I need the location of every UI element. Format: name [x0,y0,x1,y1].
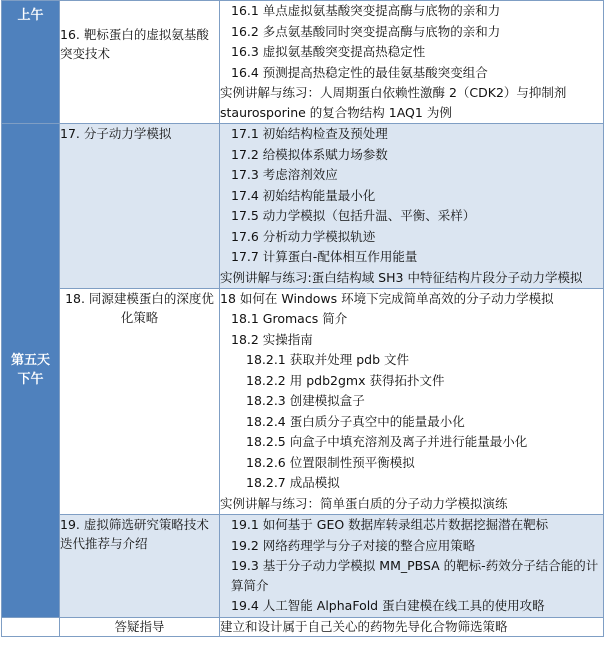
topic-title: 18. 同源建模蛋白的深度优化策略 [65,290,214,325]
list-item: 19.2 网络药理学与分子对接的整合应用策略 [231,537,476,553]
list-item: 17.3 考虑溶剂效应 [231,167,338,182]
items-cell-18 [220,288,604,515]
section-heading: 18 如何在 Windows 环境下完成简单高效的分子动力学模拟 [220,290,554,306]
items-cell-16 [220,1,604,124]
topic-cell-16 [60,1,220,124]
topic-cell-19 [60,515,220,618]
session-row-18 [2,288,604,515]
items-cell-19 [220,515,604,618]
list-item: 16.3 虚拟氨基酸突变提高热稳定性 [231,44,426,59]
list-item: 17.7 计算蛋白-配体相互作用能量 [231,249,418,264]
list-item: 18.2.2 用 pdb2gmx 获得拓扑文件 [246,372,445,388]
list-item: 17.5 动力学模拟（包括升温、平衡、采样） [231,208,476,223]
list-item: 16.1 单点虚拟氨基酸突变提高酶与底物的亲和力 [231,3,501,18]
footer-label: 答疑指导 [60,617,220,636]
list-item: 19.1 如何基于 GEO 数据库转录组芯片数据挖掘潜在靶标 [231,517,549,532]
list-item: 18.2.3 创建模拟盒子 [246,393,365,408]
list-item: 18.2.1 获取并处理 pdb 文件 [246,352,409,367]
topic-title: 17. 分子动力学模拟 [60,126,172,141]
day-label: 下午 [17,372,44,388]
session-row-17 [2,124,604,289]
footer-empty-cell [2,617,60,636]
list-item: 18.2.7 成品模拟 [246,475,340,490]
items-cell-17 [220,124,604,289]
footer-text: 建立和设计属于自己关心的药物先导化合物筛选策略 [220,617,604,636]
list-item: 18.2.6 位置限制性预平衡模拟 [246,454,415,470]
day-label: 第五天 [10,353,50,369]
topic-title: 19. 虚拟筛选研究策略技术迭代推荐与介绍 [60,517,209,551]
day-cell-morning [2,1,60,124]
list-item: 17.1 初始结构检查及预处理 [231,126,388,141]
example-text: 实例讲解与练习：简单蛋白质的分子动力学模拟演练 [220,495,508,511]
example-text: 实例讲解与练习：人周期蛋白依赖性激酶 2（CDK2）与抑制剂 staurosporine 的复合物结构 1AQ1 为例 [220,85,567,120]
list-item: 16.2 多点氨基酸同时突变提高酶与底物的亲和力 [231,23,501,39]
topic-title: 16. 靶标蛋白的虚拟氨基酸突变技术 [60,27,209,61]
list-item: 17.2 给模拟体系赋力场参数 [231,146,388,162]
list-item: 17.4 初始结构能量最小化 [231,187,376,203]
list-item: 19.3 基于分子动力学模拟 MM_PBSA 的靶标-药效分子结合能的计算简介 [231,558,599,593]
list-item: 18.2.5 向盒子中填充溶剂及离子并进行能量最小化 [246,434,528,449]
session-row-16 [2,1,604,124]
list-item: 17.6 分析动力学模拟轨迹 [231,228,376,244]
footer-row [2,617,604,636]
list-item: 18.1 Gromacs 简介 [231,311,348,326]
syllabus-table [1,0,604,637]
list-item: 18.2 实操指南 [231,331,313,347]
topic-cell-17 [60,124,220,289]
example-text: 实例讲解与练习:蛋白结构域 SH3 中特征结构片段分子动力学模拟 [220,269,583,285]
day-cell-day5-afternoon [2,124,60,618]
session-row-19 [2,515,604,618]
day-label: 上午 [17,8,44,23]
list-item: 19.4 人工智能 AlphaFold 蛋白建模在线工具的使用攻略 [231,598,545,613]
list-item: 18.2.4 蛋白质分子真空中的能量最小化 [246,413,465,429]
topic-cell-18 [60,288,220,515]
list-item: 16.4 预测提高热稳定性的最佳氨基酸突变组合 [231,64,488,80]
